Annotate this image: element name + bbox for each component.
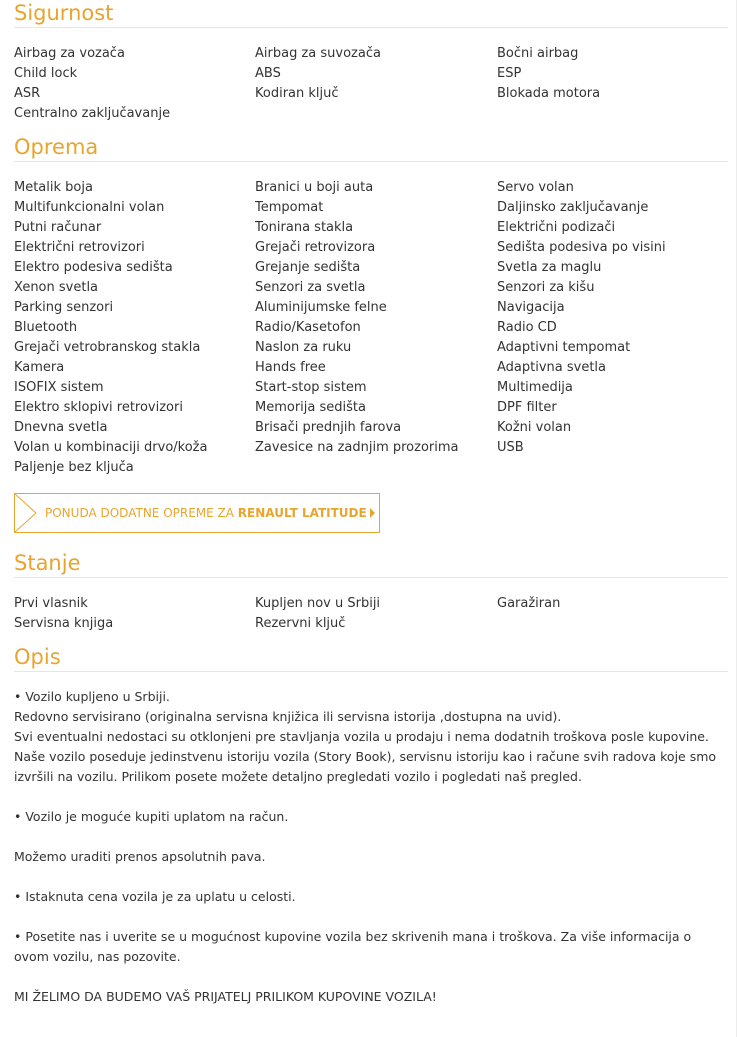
section-stanje (14, 550, 728, 634)
feature-item: Grejači vetrobranskog stakla (14, 340, 201, 355)
feature-item: ASR (14, 86, 41, 101)
feature-item: Grejanje sedišta (255, 260, 361, 275)
feature-item: ISOFIX sistem (14, 380, 104, 395)
feature-item: Kupljen nov u Srbiji (255, 596, 381, 611)
feature-item: Servisna knjiga (14, 616, 114, 631)
feature-item: Adaptivna svetla (497, 360, 607, 375)
description-line: Redovno servisirano (originalna servisna knjižica ili servisna istorija ,dostupna na uvid). (14, 709, 562, 724)
section-oprema (14, 134, 728, 533)
feature-item: Centralno zaključavanje (14, 106, 171, 121)
sigurnost-list (14, 44, 728, 124)
feature-item: Rezervni ključ (255, 616, 346, 631)
feature-item: Dnevna svetla (14, 420, 108, 435)
feature-item: Kamera (14, 360, 65, 375)
offer-button-prefix: PONUDA DODATNE OPREME ZA (45, 506, 238, 520)
offer-button-model: RENAULT LATITUDE (237, 506, 367, 520)
feature-item: Adaptivni tempomat (497, 340, 631, 355)
description-line: • Vozilo kupljeno u Srbiji. (14, 689, 170, 704)
description-text (14, 687, 728, 1007)
feature-item: USB (497, 440, 524, 455)
feature-item: Servo volan (497, 180, 574, 195)
feature-item: Hands free (255, 360, 326, 375)
feature-item: Elektro sklopivi retrovizori (14, 400, 183, 415)
feature-item: Radio CD (497, 320, 557, 335)
feature-item: Blokada motora (497, 86, 601, 101)
feature-item: Garažiran (497, 596, 561, 611)
feature-item: Paljenje bez ključa (14, 460, 134, 475)
vehicle-details (14, 0, 728, 1007)
feature-item: Električni podizači (497, 220, 616, 235)
feature-item: Parking senzori (14, 300, 114, 315)
feature-item: Bluetooth (14, 320, 78, 335)
paragraph-gap (14, 827, 728, 847)
feature-item: Kodiran ključ (255, 86, 339, 101)
paragraph-gap (14, 787, 728, 807)
description-line: MI ŽELIMO DA BUDEMO VAŠ PRIJATELJ PRILIKOM KUPOVINE VOZILA! (14, 989, 437, 1004)
feature-item: Tempomat (255, 200, 324, 215)
feature-item: Prvi vlasnik (14, 596, 88, 611)
offer-button-label (45, 506, 375, 520)
feature-item: Bočni airbag (497, 46, 579, 61)
feature-item: Svetla za maglu (497, 260, 602, 275)
section-title-sigurnost: Sigurnost (14, 0, 728, 28)
description-line: • Istaknuta cena vozila je za uplatu u celosti. (14, 889, 296, 904)
section-sigurnost (14, 0, 728, 124)
feature-item: Navigacija (497, 300, 565, 315)
feature-item: Metalik boja (14, 180, 93, 195)
section-title-stanje: Stanje (14, 550, 728, 578)
feature-item: DPF filter (497, 400, 557, 415)
feature-item: Daljinsko zaključavanje (497, 200, 649, 215)
arrow-right-icon (370, 508, 375, 518)
oprema-list (14, 178, 728, 478)
section-title-oprema: Oprema (14, 134, 728, 162)
feature-item: Airbag za suvozača (255, 46, 381, 61)
feature-item: Senzori za kišu (497, 280, 595, 295)
feature-item: Radio/Kasetofon (255, 320, 361, 335)
feature-item: Kožni volan (497, 420, 572, 435)
chevron-decoration-icon (15, 494, 37, 532)
section-title-opis: Opis (14, 644, 728, 672)
feature-item: Multifunkcionalni volan (14, 200, 165, 215)
feature-item: Branici u boji auta (255, 180, 374, 195)
feature-item: Memorija sedišta (255, 400, 366, 415)
feature-item: Start-stop sistem (255, 380, 367, 395)
feature-item: Naslon za ruku (255, 340, 352, 355)
feature-item: Xenon svetla (14, 280, 99, 295)
feature-item: ABS (255, 66, 281, 81)
description-line: • Posetite nas i uverite se u mogućnost kupovine vozila bez skrivenih mana i troškova. Za više informacija o ovom vozilu, nas pozovite. (14, 929, 692, 964)
feature-item: Putni računar (14, 220, 102, 235)
feature-item: Tonirana stakla (255, 220, 354, 235)
feature-item: Brisači prednjih farova (255, 420, 402, 435)
feature-item: Sedišta podesiva po visini (497, 240, 666, 255)
description-line: Možemo uraditi prenos apsolutnih pava. (14, 849, 266, 864)
description-line: Svi eventualni nedostaci su otklonjeni pre stavljanja vozila u prodaju i nema dodatnih troškova posle kupovine. (14, 729, 709, 744)
feature-item: Volan u kombinaciji drvo/koža (14, 440, 208, 455)
feature-item: Aluminijumske felne (255, 300, 387, 315)
feature-item: ESP (497, 66, 522, 81)
feature-item: Senzori za svetla (255, 280, 366, 295)
description-line: • Vozilo je moguće kupiti uplatom na račun. (14, 809, 289, 824)
paragraph-gap (14, 967, 728, 987)
paragraph-gap (14, 867, 728, 887)
paragraph-gap (14, 907, 728, 927)
section-opis (14, 644, 728, 1007)
description-line: Naše vozilo poseduje jedinstvenu istoriju vozila (Story Book), servisnu istoriju kao i račune svih radova koje smo izvršili na vozilu. Prilikom posete možete detaljno pregledati vozilo i pogledati naš pregled. (14, 749, 717, 784)
right-border (736, 0, 737, 1037)
feature-item: Električni retrovizori (14, 240, 145, 255)
feature-item: Elektro podesiva sedišta (14, 260, 173, 275)
feature-item: Airbag za vozača (14, 46, 125, 61)
additional-equipment-offer-button[interactable] (14, 493, 380, 533)
feature-item: Zavesice na zadnjim prozorima (255, 440, 459, 455)
feature-item: Child lock (14, 66, 78, 81)
feature-item: Grejači retrovizora (255, 240, 376, 255)
stanje-list (14, 594, 728, 634)
feature-item: Multimedija (497, 380, 573, 395)
